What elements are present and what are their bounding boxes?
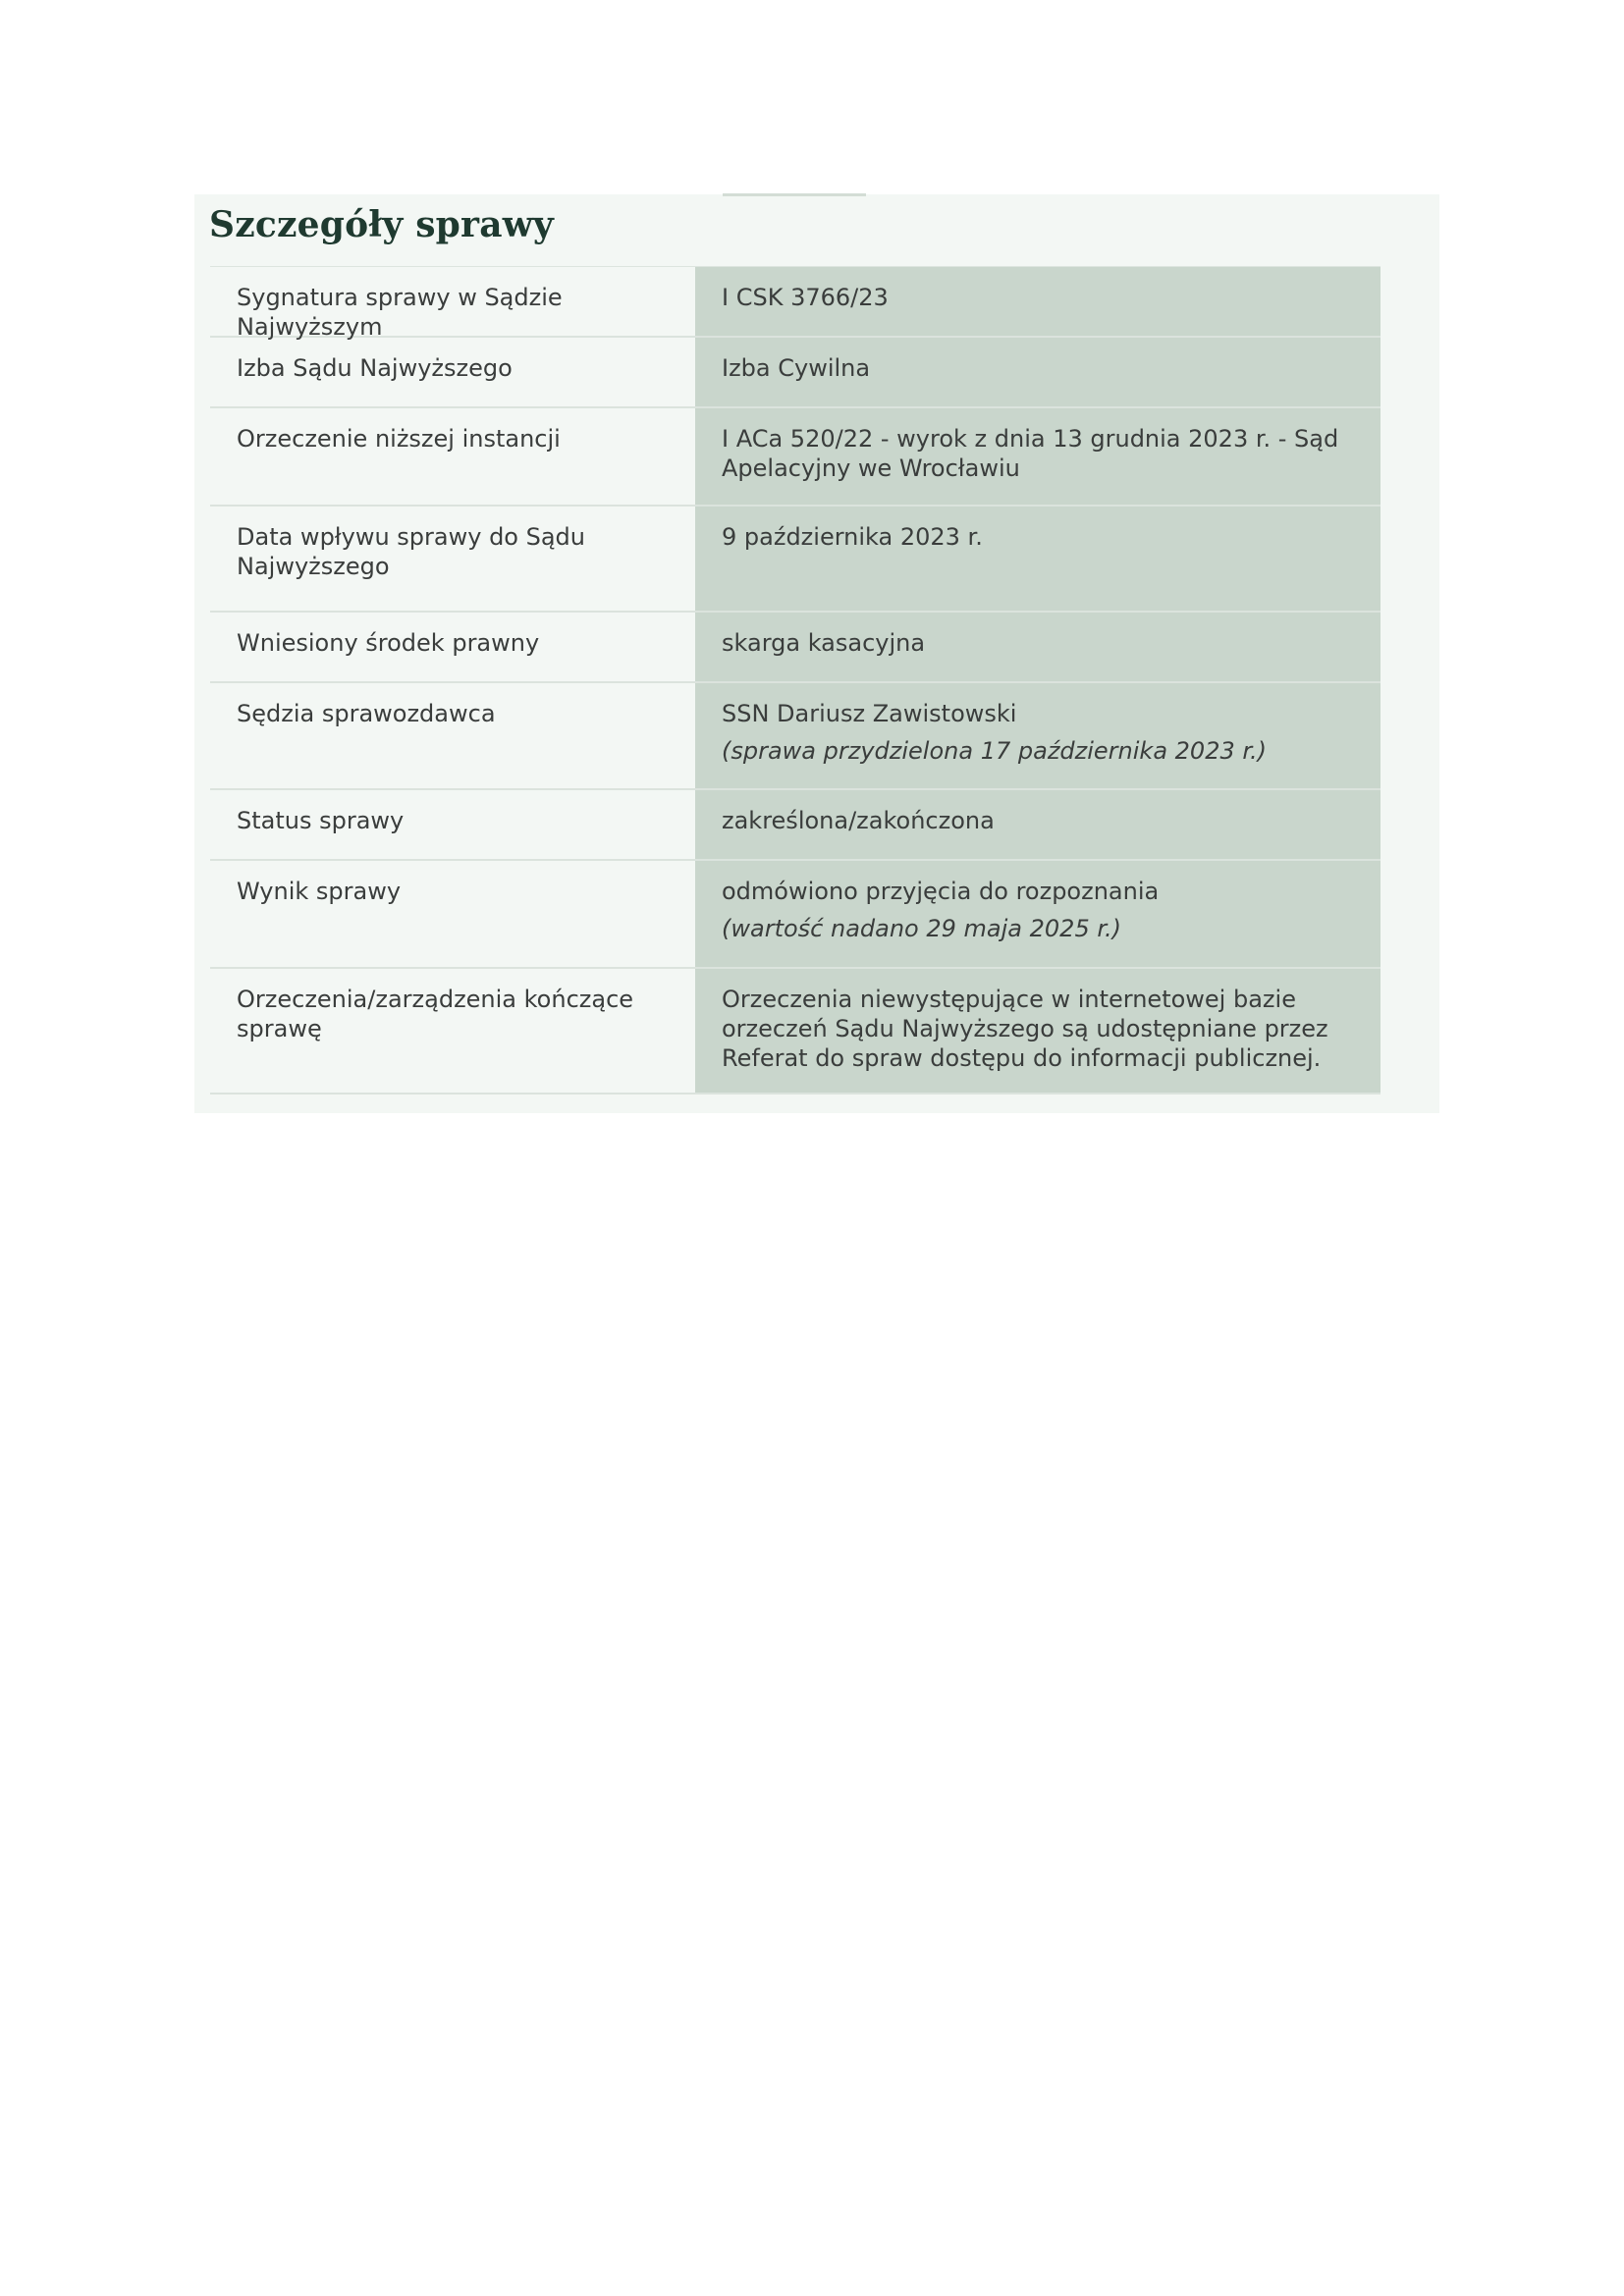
detail-row-case-result (210, 861, 1380, 969)
detail-value (695, 683, 1380, 788)
detail-row-legal-remedy (210, 613, 1380, 683)
detail-label: Data wpływu sprawy do Sądu Najwyższego (237, 523, 585, 580)
detail-row-case-status (210, 790, 1380, 861)
value-text: I ACa 520/22 - wyrok z dnia 13 grudnia 2023 r. - Sąd Apelacyjny we Wrocławiu (722, 425, 1339, 482)
detail-label: Wynik sprawy (237, 878, 402, 905)
case-details-table (210, 266, 1380, 1095)
detail-label: Wniesiony środek prawny (237, 629, 540, 657)
detail-row-reporting-judge (210, 683, 1380, 790)
value-text: 9 października 2023 r. (722, 523, 983, 551)
value-text: SSN Dariusz Zawistowski (722, 700, 1017, 727)
detail-value (695, 338, 1380, 406)
detail-label: Sędzia sprawozdawca (237, 700, 496, 727)
detail-row-case-signature (210, 267, 1380, 341)
detail-row-receipt-date (210, 507, 1380, 613)
value-text: zakreślona/zakończona (722, 807, 995, 834)
detail-row-chamber (210, 338, 1380, 408)
detail-value (695, 969, 1380, 1093)
value-note: (wartość nadano 29 maja 2025 r.) (722, 915, 1121, 942)
top-accent-line (723, 193, 866, 196)
detail-label: Status sprawy (237, 807, 405, 834)
value-note: (sprawa przydzielona 17 października 2023 r.) (722, 737, 1268, 765)
detail-label: Orzeczenie niższej instancji (237, 425, 561, 453)
detail-value (695, 613, 1380, 681)
detail-value (695, 790, 1380, 859)
detail-value (695, 861, 1380, 967)
detail-row-lower-instance-ruling (210, 408, 1380, 507)
detail-label: Izba Sądu Najwyższego (237, 354, 513, 382)
case-details-panel (194, 194, 1439, 1113)
value-text: Izba Cywilna (722, 354, 871, 382)
detail-label: Sygnatura sprawy w Sądzie Najwyższym (237, 284, 563, 341)
value-text: odmówiono przyjęcia do rozpoznania (722, 878, 1160, 905)
detail-value (695, 408, 1380, 505)
detail-value (695, 267, 1380, 336)
value-text: Orzeczenia niewystępujące w internetowej bazie orzeczeń Sądu Najwyższego są udostępniane przez Referat do spraw dostępu do informacji publicznej. (722, 986, 1328, 1072)
detail-value (695, 507, 1380, 611)
page-title: Szczegóły sprawy (209, 204, 555, 245)
detail-label: Orzeczenia/zarządzenia kończące sprawę (237, 986, 634, 1042)
value-text: skarga kasacyjna (722, 629, 926, 657)
detail-row-final-rulings (210, 969, 1380, 1095)
value-text: I CSK 3766/23 (722, 284, 889, 311)
